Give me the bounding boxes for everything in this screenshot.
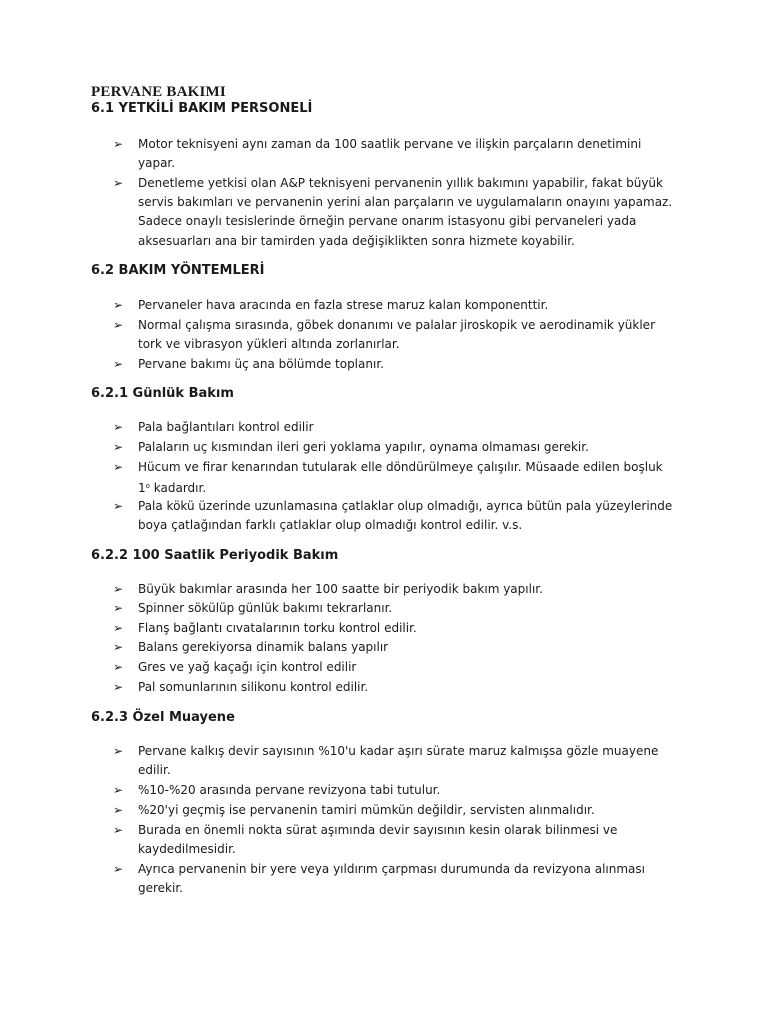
list-item-text: Pervane kalkış devir sayısının %10'u kadar aşırı sürate maruz kalmışsa gözle muayene xyxy=(138,744,659,758)
list-item-text: Denetleme yetkisi olan A&P teknisyeni pervanenin yıllık bakımını yapabilir, fakat büyük xyxy=(138,176,663,190)
list-item-text: Gres ve yağ kaçağı için kontrol edilir xyxy=(138,660,357,674)
list-item-text: Sadece onaylı tesislerinde örneğin pervane onarım istasyonu gibi pervaneleri yada xyxy=(138,214,637,228)
section-heading-6-2-2: 6.2.2 100 Saatlik Periyodik Bakım xyxy=(91,548,339,563)
list-item-text: Flanş bağlantı cıvatalarının torku kontrol edilir. xyxy=(138,621,417,635)
list-item-text-tail: kadardır. xyxy=(153,481,207,495)
list-item-text: Normal çalışma sırasında, göbek donanımı ve palalar jiroskopik ve aerodinamik yükler xyxy=(138,318,655,332)
list-item-text: Pervaneler hava aracında en fazla strese maruz kalan komponenttir. xyxy=(138,298,549,312)
section-heading-6-2-1: 6.2.1 Günlük Bakım xyxy=(91,386,234,401)
arrow-bullet-icon: ➢ xyxy=(113,621,124,635)
gap-value: 1 xyxy=(138,481,146,495)
list-item-text: Pervane bakımı üç ana bölümde toplanır. xyxy=(138,357,384,371)
list-item-text: tork ve vibrasyon yükleri altında zorlanırlar. xyxy=(138,337,400,351)
arrow-bullet-icon: ➢ xyxy=(113,582,124,596)
arrow-bullet-icon: ➢ xyxy=(113,420,124,434)
list-item-text: Büyük bakımlar arasında her 100 saatte bir periyodik bakım yapılır. xyxy=(138,582,543,596)
list-item-text: kaydedilmesidir. xyxy=(138,842,236,856)
arrow-bullet-icon: ➢ xyxy=(113,499,124,513)
arrow-bullet-icon: ➢ xyxy=(113,862,124,876)
section-heading-6-1: 6.1 YETKİLİ BAKIM PERSONELİ xyxy=(91,101,313,116)
list-item-text: Pala kökü üzerinde uzunlamasına çatlaklar olup olmadığı, ayrıca bütün pala yüzeylerinde xyxy=(138,499,673,513)
arrow-bullet-icon: ➢ xyxy=(113,176,124,190)
list-item-text: Pala bağlantıları kontrol edilir xyxy=(138,420,314,434)
arrow-bullet-icon: ➢ xyxy=(113,318,124,332)
section-heading-6-2-3: 6.2.3 Özel Muayene xyxy=(91,710,235,725)
arrow-bullet-icon: ➢ xyxy=(113,137,124,151)
arrow-bullet-icon: ➢ xyxy=(113,803,124,817)
arrow-bullet-icon: ➢ xyxy=(113,357,124,371)
arrow-bullet-icon: ➢ xyxy=(113,460,124,474)
list-item-text: Balans gerekiyorsa dinamik balans yapılır xyxy=(138,640,389,654)
list-item-text: Burada en önemli nokta sürat aşımında devir sayısının kesin olarak bilinmesi ve xyxy=(138,823,618,837)
list-item-text: servis bakımları ve pervanenin yerini alan parçaların ve uygulamaların onayını yapamaz. xyxy=(138,195,673,209)
list-item-text: aksesuarları ana bir tamirden yada değişiklikten sonra hizmete koyabilir. xyxy=(138,234,575,248)
list-item-text: Palaların uç kısmından ileri geri yoklama yapılır, oynama olmaması gerekir. xyxy=(138,440,589,454)
section-heading-6-2: 6.2 BAKIM YÖNTEMLERİ xyxy=(91,263,265,278)
list-item-text: Hücum ve firar kenarından tutularak elle döndürülmeye çalışılır. Müsaade edilen boşluk xyxy=(138,460,663,474)
arrow-bullet-icon: ➢ xyxy=(113,783,124,797)
list-item-text: Spinner sökülüp günlük bakımı tekrarlanır. xyxy=(138,601,393,615)
list-item-text xyxy=(138,476,206,498)
document-title: PERVANE BAKIMI xyxy=(91,84,226,100)
arrow-bullet-icon: ➢ xyxy=(113,640,124,654)
arrow-bullet-icon: ➢ xyxy=(113,744,124,758)
arrow-bullet-icon: ➢ xyxy=(113,680,124,694)
gap-unit: o xyxy=(145,482,150,490)
list-item-text: %20'yi geçmiş ise pervanenin tamiri mümkün değildir, servisten alınmalıdır. xyxy=(138,803,595,817)
arrow-bullet-icon: ➢ xyxy=(113,660,124,674)
list-item-text: Pal somunlarının silikonu kontrol edilir. xyxy=(138,680,369,694)
arrow-bullet-icon: ➢ xyxy=(113,601,124,615)
arrow-bullet-icon: ➢ xyxy=(113,823,124,837)
list-item-text: %10-%20 arasında pervane revizyona tabi tutulur. xyxy=(138,783,441,797)
list-item-text: Motor teknisyeni aynı zaman da 100 saatlik pervane ve ilişkin parçaların denetimini xyxy=(138,137,642,151)
arrow-bullet-icon: ➢ xyxy=(113,440,124,454)
list-item-text: gerekir. xyxy=(138,881,183,895)
list-item-text: boya çatlağından farklı çatlaklar olup olmadığı kontrol edilir. v.s. xyxy=(138,518,523,532)
list-item-text: Ayrıca pervanenin bir yere veya yıldırım çarpması durumunda da revizyona alınması xyxy=(138,862,645,876)
list-item-text: yapar. xyxy=(138,156,176,170)
list-item-text: edilir. xyxy=(138,763,171,777)
arrow-bullet-icon: ➢ xyxy=(113,298,124,312)
